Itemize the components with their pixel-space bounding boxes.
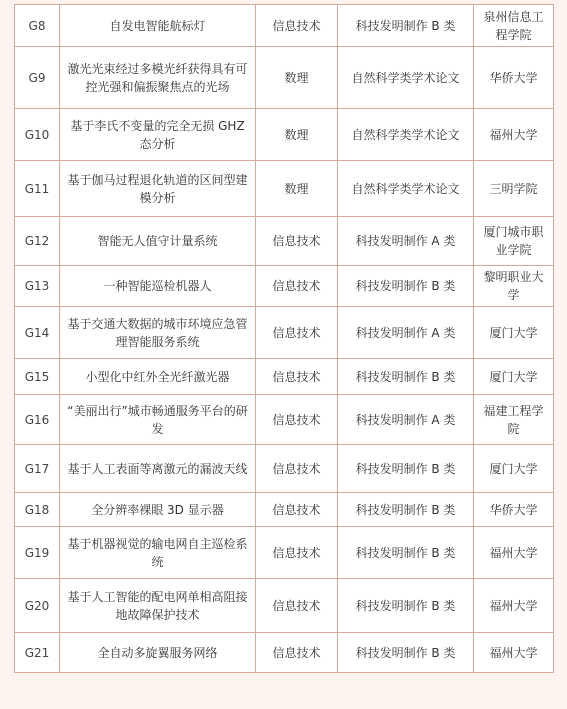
- table-row: [15, 633, 554, 673]
- project-field: 信息技术: [256, 633, 338, 673]
- project-category: 科技发明制作 B 类: [338, 579, 474, 633]
- project-school: 厦门大学: [474, 307, 554, 359]
- project-field: 信息技术: [256, 493, 338, 527]
- project-school: 华侨大学: [474, 493, 554, 527]
- project-title: 智能无人值守计量系统: [60, 217, 256, 266]
- project-title: 基于伽马过程退化轨道的区间型建模分析: [60, 161, 256, 217]
- project-id: G9: [15, 47, 60, 109]
- project-category: 科技发明制作 B 类: [338, 359, 474, 395]
- table-row: [15, 359, 554, 395]
- project-field: 信息技术: [256, 445, 338, 493]
- project-title: 一种智能巡检机器人: [60, 266, 256, 307]
- project-id: G19: [15, 527, 60, 579]
- project-title: 基于人工智能的配电网单相高阻接地故障保护技术: [60, 579, 256, 633]
- project-category: 科技发明制作 B 类: [338, 633, 474, 673]
- project-school: 黎明职业大学: [474, 266, 554, 307]
- project-id: G14: [15, 307, 60, 359]
- project-id: G13: [15, 266, 60, 307]
- project-field: 信息技术: [256, 359, 338, 395]
- project-id: G20: [15, 579, 60, 633]
- table-row: [15, 307, 554, 359]
- project-title: 基于机器视觉的输电网自主巡检系统: [60, 527, 256, 579]
- table-row: [15, 47, 554, 109]
- project-field: 信息技术: [256, 527, 338, 579]
- project-school: 泉州信息工程学院: [474, 5, 554, 47]
- project-school: 福建工程学院: [474, 395, 554, 445]
- table-row: [15, 579, 554, 633]
- project-title: 基于李氏不变量的完全无损 GHZ 态分析: [60, 109, 256, 161]
- project-id: G21: [15, 633, 60, 673]
- project-school: 福州大学: [474, 527, 554, 579]
- project-school: 华侨大学: [474, 47, 554, 109]
- project-school: 福州大学: [474, 633, 554, 673]
- project-id: G11: [15, 161, 60, 217]
- table-row: [15, 217, 554, 266]
- project-field: 数理: [256, 47, 338, 109]
- table-row: [15, 445, 554, 493]
- project-category: 科技发明制作 A 类: [338, 307, 474, 359]
- project-field: 数理: [256, 161, 338, 217]
- project-field: 信息技术: [256, 579, 338, 633]
- project-title: 全自动多旋翼服务网络: [60, 633, 256, 673]
- project-category: 科技发明制作 B 类: [338, 266, 474, 307]
- project-category: 科技发明制作 B 类: [338, 493, 474, 527]
- project-category: 科技发明制作 B 类: [338, 527, 474, 579]
- project-id: G18: [15, 493, 60, 527]
- project-category: 科技发明制作 A 类: [338, 395, 474, 445]
- project-field: 信息技术: [256, 307, 338, 359]
- project-category: 科技发明制作 A 类: [338, 217, 474, 266]
- project-category: 自然科学类学术论文: [338, 161, 474, 217]
- table-row: [15, 493, 554, 527]
- project-category: 科技发明制作 B 类: [338, 445, 474, 493]
- project-field: 信息技术: [256, 5, 338, 47]
- project-field: 信息技术: [256, 266, 338, 307]
- project-category: 自然科学类学术论文: [338, 109, 474, 161]
- project-school: 厦门大学: [474, 445, 554, 493]
- project-table: [14, 4, 554, 673]
- project-title: “美丽出行”城市畅通服务平台的研发: [60, 395, 256, 445]
- project-category: 科技发明制作 B 类: [338, 5, 474, 47]
- project-title: 自发电智能航标灯: [60, 5, 256, 47]
- project-title: 基于交通大数据的城市环境应急管理智能服务系统: [60, 307, 256, 359]
- project-category: 自然科学类学术论文: [338, 47, 474, 109]
- project-title: 激光光束经过多模光纤获得具有可控光强和偏振聚焦点的光场: [60, 47, 256, 109]
- project-field: 信息技术: [256, 217, 338, 266]
- table-row: [15, 161, 554, 217]
- project-id: G16: [15, 395, 60, 445]
- project-title: 基于人工表面等离激元的漏波天线: [60, 445, 256, 493]
- project-field: 信息技术: [256, 395, 338, 445]
- project-id: G12: [15, 217, 60, 266]
- project-school: 福州大学: [474, 109, 554, 161]
- table-row: [15, 395, 554, 445]
- table-row: [15, 5, 554, 47]
- project-id: G17: [15, 445, 60, 493]
- project-title: 小型化中红外全光纤激光器: [60, 359, 256, 395]
- project-school: 厦门城市职业学院: [474, 217, 554, 266]
- project-school: 三明学院: [474, 161, 554, 217]
- table-row: [15, 527, 554, 579]
- project-school: 厦门大学: [474, 359, 554, 395]
- project-school: 福州大学: [474, 579, 554, 633]
- project-id: G10: [15, 109, 60, 161]
- project-id: G15: [15, 359, 60, 395]
- project-field: 数理: [256, 109, 338, 161]
- project-title: 全分辨率裸眼 3D 显示器: [60, 493, 256, 527]
- project-id: G8: [15, 5, 60, 47]
- table-row: [15, 109, 554, 161]
- table-row: [15, 266, 554, 307]
